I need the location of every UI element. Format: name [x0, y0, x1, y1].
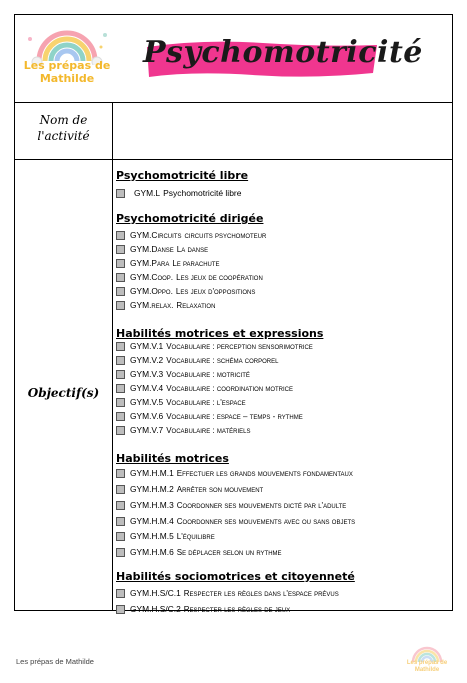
item-desc: Vocabulaire : motricité	[166, 369, 250, 379]
header-row	[15, 15, 452, 103]
checkbox[interactable]	[116, 605, 125, 614]
logo-line2: Mathilde	[39, 72, 95, 85]
item-desc: Vocabulaire : espace – temps - rythme	[166, 411, 303, 421]
item-code: GYM.Oppo.	[130, 286, 173, 296]
item-desc: Coordonner ses mouvements dicté par l'adulte	[176, 500, 347, 510]
checkbox[interactable]	[116, 370, 125, 379]
checkbox[interactable]	[116, 342, 125, 351]
item-desc: Respecter les règles dans l'espace prévus	[183, 588, 339, 598]
footer-logo-line2: Mathilde	[414, 667, 440, 673]
list-item[interactable]	[116, 339, 313, 353]
title-block	[143, 29, 423, 85]
item-desc: Se déplacer selon un rythme	[176, 547, 282, 557]
list-item[interactable]	[116, 228, 266, 242]
objectives-label: Objectif(s)	[27, 386, 100, 400]
item-desc: Vocabulaire : coordination motrice	[166, 383, 294, 393]
list-item[interactable]	[116, 466, 353, 480]
checkbox[interactable]	[116, 189, 125, 198]
item-code: GYM.H.M.3	[130, 500, 174, 510]
item-code: GYM.relax.	[130, 300, 174, 310]
checkbox[interactable]	[116, 245, 125, 254]
list-item[interactable]	[116, 256, 220, 270]
list-item[interactable]	[116, 514, 355, 528]
footer-logo-line1: Les prépas de	[406, 660, 448, 666]
checkbox[interactable]	[116, 501, 125, 510]
item-desc: Relaxation	[176, 300, 216, 310]
footer-logo-text	[404, 660, 450, 674]
list-item[interactable]	[116, 298, 215, 312]
list-item[interactable]	[116, 482, 263, 496]
list-item[interactable]	[116, 367, 250, 381]
list-item[interactable]	[116, 284, 255, 298]
item-code: GYM.Para	[130, 258, 170, 268]
section-title: Habilités sociomotrices et citoyenneté	[116, 570, 355, 583]
activity-name-label-line2: l'activité	[37, 129, 90, 143]
section-title: Habilités motrices	[116, 452, 229, 465]
item-desc: Coordonner ses mouvements avec ou sans objets	[176, 516, 356, 526]
checkbox[interactable]	[116, 301, 125, 310]
activity-sheet	[14, 14, 453, 614]
list-item[interactable]	[116, 186, 241, 200]
logo	[21, 25, 113, 95]
list-item[interactable]	[116, 409, 303, 423]
list-item[interactable]	[116, 529, 215, 543]
item-code: GYM.H.M.6	[130, 547, 174, 557]
item-desc: circuits psychomoteur	[184, 230, 267, 240]
checkbox[interactable]	[116, 548, 125, 557]
column-divider	[112, 102, 113, 610]
page-title: Psychomotricité	[143, 35, 423, 70]
item-code: GYM.V.3	[130, 369, 164, 379]
footer-text: Les prépas de Mathilde	[16, 657, 94, 666]
objectives-row	[15, 159, 452, 614]
item-code: GYM.H.M.5	[130, 531, 174, 541]
list-item[interactable]	[116, 498, 346, 512]
list-item[interactable]	[116, 353, 278, 367]
item-desc: Les jeux de coopération	[176, 272, 263, 282]
item-desc: Vocabulaire : schéma corporel	[166, 355, 279, 365]
list-item[interactable]	[116, 270, 263, 284]
checkbox[interactable]	[116, 384, 125, 393]
item-code: GYM.V.2	[130, 355, 164, 365]
item-code: GYM.Coop.	[130, 272, 174, 282]
item-desc: Les jeux d'oppositions	[175, 286, 256, 296]
item-desc: Vocabulaire : matériels	[166, 425, 251, 435]
checkbox[interactable]	[116, 469, 125, 478]
checkbox[interactable]	[116, 412, 125, 421]
item-desc: Vocabulaire : perception sensorimotrice	[166, 341, 313, 351]
item-desc: La danse	[176, 244, 209, 254]
item-code: GYM.H.S/C.1	[130, 588, 181, 598]
item-desc: Vocabulaire : l'espace	[166, 397, 246, 407]
activity-name-row	[15, 102, 452, 160]
list-item[interactable]	[116, 381, 293, 395]
item-code: GYM.V.5	[130, 397, 164, 407]
logo-line1: Les prépas de	[23, 59, 111, 72]
footer-logo	[404, 644, 450, 678]
checkbox[interactable]	[116, 287, 125, 296]
section-title: Psychomotricité libre	[116, 169, 249, 182]
list-item[interactable]	[116, 242, 208, 256]
item-code: GYM.L	[134, 188, 161, 198]
item-code: GYM.V.7	[130, 425, 164, 435]
item-code: GYM.H.S/C.2	[130, 604, 181, 614]
item-desc: Arrêter son mouvement	[176, 484, 264, 494]
list-item[interactable]	[116, 545, 282, 559]
checkbox[interactable]	[116, 356, 125, 365]
item-code: GYM.V.4	[130, 383, 164, 393]
list-item[interactable]	[116, 395, 246, 409]
logo-text	[21, 59, 113, 85]
section-title: Habilités motrices et expressions	[116, 327, 324, 340]
checkbox[interactable]	[116, 231, 125, 240]
section-title: Psychomotricité dirigée	[116, 212, 264, 225]
item-code: GYM.Danse	[130, 244, 174, 254]
list-item[interactable]	[116, 586, 339, 600]
item-code: GYM.H.M.2	[130, 484, 174, 494]
item-code: GYM.V.6	[130, 411, 164, 421]
activity-name-label-line1: Nom de	[39, 113, 88, 127]
item-desc: Psychomotricité libre	[163, 188, 242, 198]
checkbox[interactable]	[116, 398, 125, 407]
item-desc: Le parachute	[172, 258, 220, 268]
item-code: GYM.H.M.4	[130, 516, 174, 526]
checkbox[interactable]	[116, 259, 125, 268]
item-desc: Effectuer les grands mouvements fondamentaux	[176, 468, 353, 478]
checkbox[interactable]	[116, 426, 125, 435]
item-code: GYM.H.M.1	[130, 468, 174, 478]
checkbox[interactable]	[116, 517, 125, 526]
checkbox[interactable]	[116, 532, 125, 541]
list-item[interactable]	[116, 423, 250, 437]
item-code: GYM.V.1	[130, 341, 164, 351]
item-desc: L'équilibre	[176, 531, 215, 541]
item-desc: Respecter les règles de jeux	[183, 604, 291, 614]
item-code: GYM.Circuits	[130, 230, 182, 240]
checkbox[interactable]	[116, 589, 125, 598]
checkbox[interactable]	[116, 273, 125, 282]
list-item[interactable]	[116, 602, 290, 616]
checkbox[interactable]	[116, 485, 125, 494]
activity-name-label	[15, 112, 112, 144]
